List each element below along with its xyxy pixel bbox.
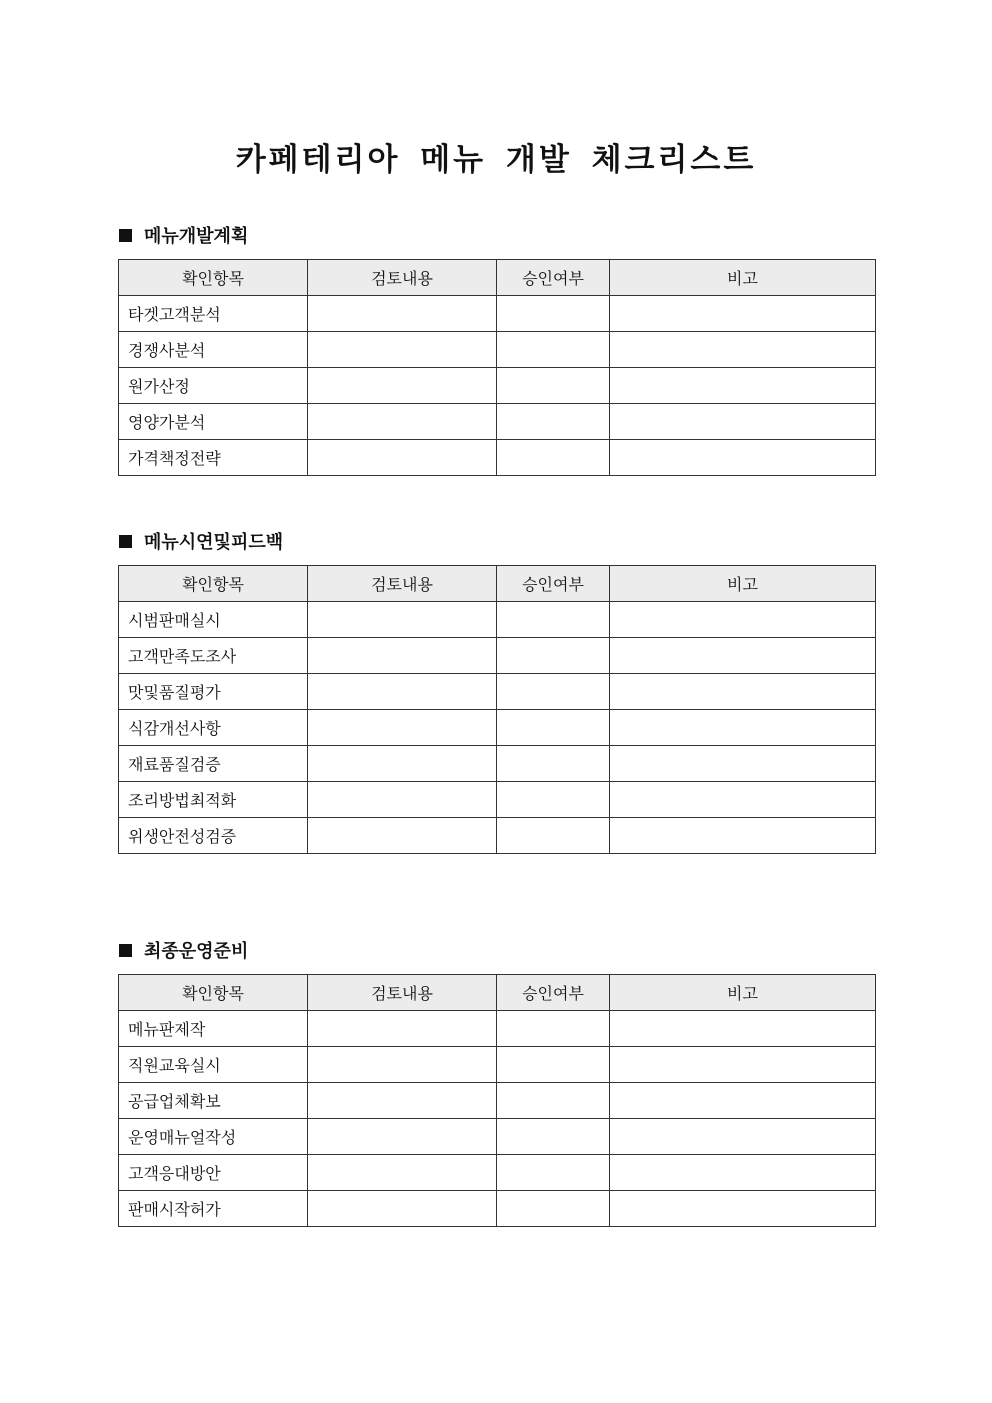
review-cell[interactable] <box>308 746 497 782</box>
column-header-review: 검토내용 <box>308 975 497 1011</box>
item-cell: 판매시작허가 <box>119 1191 308 1227</box>
item-cell: 고객응대방안 <box>119 1155 308 1191</box>
review-cell[interactable] <box>308 1011 497 1047</box>
column-header-review: 검토내용 <box>308 260 497 296</box>
approval-cell[interactable] <box>497 1011 610 1047</box>
note-cell[interactable] <box>610 296 876 332</box>
table-row <box>119 404 876 440</box>
column-header-note: 비고 <box>610 975 876 1011</box>
note-cell[interactable] <box>610 1047 876 1083</box>
note-cell[interactable] <box>610 602 876 638</box>
review-cell[interactable] <box>308 1191 497 1227</box>
item-cell: 가격책정전략 <box>119 440 308 476</box>
note-cell[interactable] <box>610 1191 876 1227</box>
item-cell: 메뉴판제작 <box>119 1011 308 1047</box>
table-row <box>119 1011 876 1047</box>
review-cell[interactable] <box>308 296 497 332</box>
column-header-note: 비고 <box>610 260 876 296</box>
review-cell[interactable] <box>308 1083 497 1119</box>
review-cell[interactable] <box>308 710 497 746</box>
table-row <box>119 368 876 404</box>
table-row <box>119 1191 876 1227</box>
item-cell: 운영매뉴얼작성 <box>119 1119 308 1155</box>
approval-cell[interactable] <box>497 404 610 440</box>
table-row <box>119 818 876 854</box>
note-cell[interactable] <box>610 1011 876 1047</box>
column-header-approval: 승인여부 <box>497 566 610 602</box>
item-cell: 영양가분석 <box>119 404 308 440</box>
approval-cell[interactable] <box>497 332 610 368</box>
section-heading-label: 메뉴시연및피드백 <box>144 532 284 553</box>
note-cell[interactable] <box>610 1155 876 1191</box>
review-cell[interactable] <box>308 368 497 404</box>
note-cell[interactable] <box>610 1083 876 1119</box>
table-row <box>119 638 876 674</box>
item-cell: 공급업체확보 <box>119 1083 308 1119</box>
column-header-item: 확인항목 <box>119 566 308 602</box>
note-cell[interactable] <box>610 674 876 710</box>
table-row <box>119 710 876 746</box>
note-cell[interactable] <box>610 746 876 782</box>
table-row <box>119 746 876 782</box>
review-cell[interactable] <box>308 1119 497 1155</box>
approval-cell[interactable] <box>497 1083 610 1119</box>
item-cell: 직원교육실시 <box>119 1047 308 1083</box>
checklist-table-plan <box>118 259 876 476</box>
review-cell[interactable] <box>308 782 497 818</box>
approval-cell[interactable] <box>497 1047 610 1083</box>
item-cell: 시범판매실시 <box>119 602 308 638</box>
table-row <box>119 1083 876 1119</box>
review-cell[interactable] <box>308 674 497 710</box>
approval-cell[interactable] <box>497 818 610 854</box>
column-header-approval: 승인여부 <box>497 975 610 1011</box>
table-row <box>119 674 876 710</box>
square-bullet-icon <box>119 944 132 957</box>
table-row <box>119 782 876 818</box>
review-cell[interactable] <box>308 1047 497 1083</box>
note-cell[interactable] <box>610 782 876 818</box>
table-header-row <box>119 566 876 602</box>
note-cell[interactable] <box>610 638 876 674</box>
approval-cell[interactable] <box>497 638 610 674</box>
section-heading-plan <box>119 222 248 248</box>
review-cell[interactable] <box>308 602 497 638</box>
note-cell[interactable] <box>610 1119 876 1155</box>
review-cell[interactable] <box>308 638 497 674</box>
table-row <box>119 332 876 368</box>
item-cell: 맛및품질평가 <box>119 674 308 710</box>
item-cell: 식감개선사항 <box>119 710 308 746</box>
checklist-table-trial <box>118 565 876 854</box>
table-header-row <box>119 260 876 296</box>
section-heading-final <box>119 937 248 963</box>
approval-cell[interactable] <box>497 602 610 638</box>
review-cell[interactable] <box>308 332 497 368</box>
note-cell[interactable] <box>610 404 876 440</box>
table-row <box>119 1047 876 1083</box>
approval-cell[interactable] <box>497 782 610 818</box>
approval-cell[interactable] <box>497 1155 610 1191</box>
column-header-item: 확인항목 <box>119 975 308 1011</box>
section-heading-label: 메뉴개발계획 <box>144 226 249 247</box>
checklist-table-final <box>118 974 876 1227</box>
item-cell: 위생안전성검증 <box>119 818 308 854</box>
note-cell[interactable] <box>610 440 876 476</box>
table-row <box>119 1155 876 1191</box>
square-bullet-icon <box>119 535 132 548</box>
section-heading-label: 최종운영준비 <box>144 941 249 962</box>
note-cell[interactable] <box>610 818 876 854</box>
approval-cell[interactable] <box>497 296 610 332</box>
item-cell: 조리방법최적화 <box>119 782 308 818</box>
table-row <box>119 296 876 332</box>
column-header-item: 확인항목 <box>119 260 308 296</box>
review-cell[interactable] <box>308 404 497 440</box>
column-header-note: 비고 <box>610 566 876 602</box>
item-cell: 원가산정 <box>119 368 308 404</box>
item-cell: 타겟고객분석 <box>119 296 308 332</box>
approval-cell[interactable] <box>497 368 610 404</box>
note-cell[interactable] <box>610 332 876 368</box>
review-cell[interactable] <box>308 818 497 854</box>
approval-cell[interactable] <box>497 674 610 710</box>
page-title: 카페테리아 메뉴 개발 체크리스트 <box>235 142 757 178</box>
approval-cell[interactable] <box>497 1191 610 1227</box>
item-cell: 경쟁사분석 <box>119 332 308 368</box>
item-cell: 재료품질검증 <box>119 746 308 782</box>
column-header-approval: 승인여부 <box>497 260 610 296</box>
approval-cell[interactable] <box>497 440 610 476</box>
review-cell[interactable] <box>308 440 497 476</box>
table-row <box>119 602 876 638</box>
note-cell[interactable] <box>610 368 876 404</box>
item-cell: 고객만족도조사 <box>119 638 308 674</box>
table-row <box>119 1119 876 1155</box>
approval-cell[interactable] <box>497 1119 610 1155</box>
table-row <box>119 440 876 476</box>
section-heading-trial <box>119 528 283 554</box>
approval-cell[interactable] <box>497 746 610 782</box>
note-cell[interactable] <box>610 710 876 746</box>
column-header-review: 검토내용 <box>308 566 497 602</box>
approval-cell[interactable] <box>497 710 610 746</box>
review-cell[interactable] <box>308 1155 497 1191</box>
table-header-row <box>119 975 876 1011</box>
square-bullet-icon <box>119 229 132 242</box>
